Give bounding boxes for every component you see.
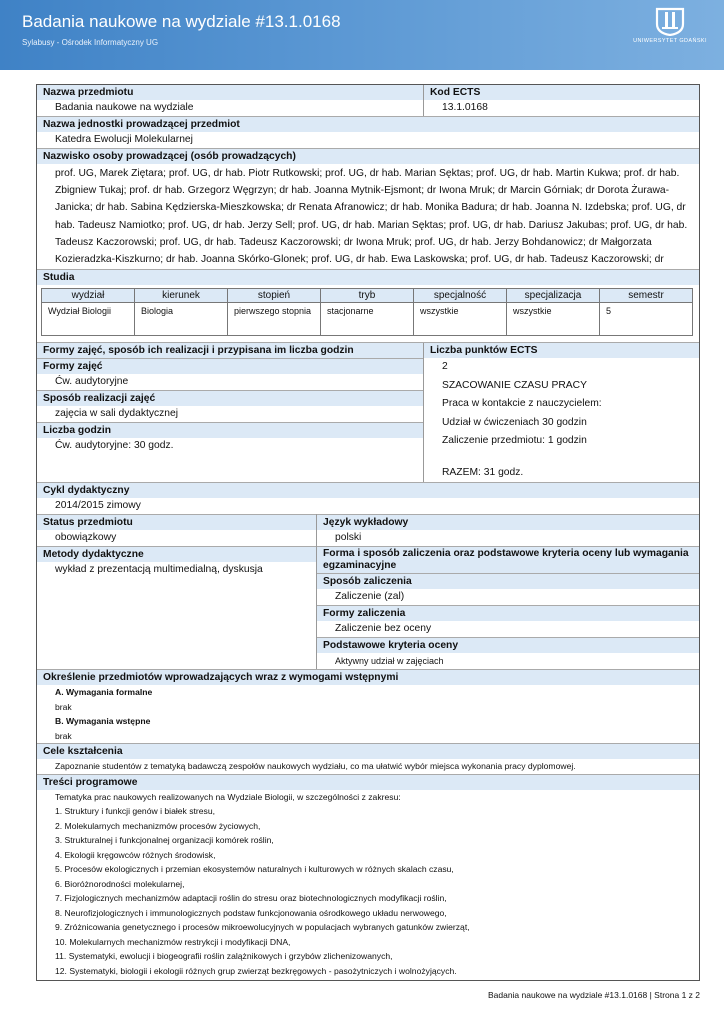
status-label: Status przedmiotu: [37, 514, 316, 530]
studia-cell: Wydział Biologii: [42, 303, 135, 336]
unit-value: Katedra Ewolucji Molekularnej: [55, 134, 193, 145]
forms-section-label: Formy zajęć, sposób ich realizacji i przypisana im liczba godzin: [37, 343, 423, 358]
workload-exercises: Udział w ćwiczeniach 30 godzin: [442, 416, 587, 428]
prerequisites-label: Określenie przedmiotów wprowadzających wraz z wymogami wstępnymi: [37, 669, 699, 685]
assessment-forms-label: Formy zaliczenia: [317, 605, 699, 621]
hours-label: Liczba godzin: [37, 422, 423, 438]
criteria-value: Aktywny udział w zajęciach: [335, 656, 444, 666]
workload-contact: Praca w kontakcie z nauczycielem:: [442, 398, 602, 409]
page-subtitle: Sylabusy - Ośrodek Informatyczny UG: [22, 38, 159, 47]
methods-label: Metody dydaktyczne: [37, 546, 316, 562]
university-logo: [626, 6, 714, 52]
status-value: obowiązkowy: [55, 532, 117, 543]
university-name: UNIWERSYTET GDAŃSKI: [633, 38, 707, 44]
studia-cell: wszystkie: [507, 303, 600, 336]
cycle-label: Cykl dydaktyczny: [37, 482, 699, 498]
forms-row: [37, 342, 699, 482]
content-item: 10. Molekularnych mechanizmów restrykcji i modyfikacji DNA,: [55, 936, 291, 947]
studia-col-header: semestr: [600, 289, 693, 303]
studia-col-header: wydział: [42, 289, 135, 303]
content-item: 2. Molekularnych mechanizmów procesów życiowych,: [55, 820, 261, 831]
studia-cell: wszystkie: [414, 303, 507, 336]
unit-label: Nazwa jednostki prowadzącej przedmiot: [37, 116, 699, 132]
content-item: 9. Zróżnicowania genetycznego i procesów mikroewolucyjnych w populacjach wybranych gatunków zwierząt,: [55, 922, 470, 932]
ects-points-label: Liczba punktów ECTS: [424, 343, 699, 358]
assessment-mode-label: Sposób zaliczenia: [317, 573, 699, 589]
lecturers-label: Nazwisko osoby prowadzącej (osób prowadzących): [37, 148, 699, 164]
content-intro: Tematyka prac naukowych realizowanych na Wydziale Biologii, w szczególności z zakresu:: [55, 791, 401, 802]
content-item: 11. Systematyki, ewolucji i biogeografii roślin zalążnikowych i grzybów zlichenizowanych,: [55, 951, 393, 961]
initial-requirements-value: brak: [55, 730, 72, 741]
ects-code-value: 13.1.0168: [442, 102, 488, 113]
syllabus-table: [36, 84, 700, 981]
course-name-row: [37, 85, 699, 116]
assessment-mode-value: Zaliczenie (zal): [335, 591, 405, 602]
methods-row: [37, 546, 699, 669]
studia-cell: pierwszego stopnia: [228, 303, 321, 336]
language-label: Język wykładowy: [317, 514, 699, 530]
forms-label: Formy zajęć: [37, 358, 423, 374]
university-crest-icon: [653, 6, 687, 36]
content-label: Treści programowe: [37, 774, 699, 790]
cycle-value: 2014/2015 zimowy: [55, 500, 141, 511]
studia-col-header: stopień: [228, 289, 321, 303]
language-value: polski: [335, 532, 362, 543]
method-value: zajęcia w sali dydaktycznej: [55, 408, 179, 419]
studia-label: Studia: [37, 269, 699, 285]
content-item: 12. Systematyki, biologii i ekologii różnych grup zwierząt bezkręgowych - pasożytniczych i wolnożyjących.: [55, 965, 457, 976]
studia-col-header: tryb: [321, 289, 414, 303]
content-item: 3. Strukturalnej i funkcjonalnej organizacji komórek roślin,: [55, 835, 274, 845]
hours-value: Ćw. audytoryjne: 30 godz.: [55, 440, 174, 451]
assessment-forms-value: Zaliczenie bez oceny: [335, 623, 432, 634]
content-item: 1. Struktury i funkcji genów i białek stresu,: [55, 806, 216, 816]
criteria-label: Podstawowe kryteria oceny: [317, 637, 699, 653]
course-name-label: Nazwa przedmiotu: [37, 85, 423, 100]
content-item: 4. Ekologii kręgowców różnych środowisk,: [55, 849, 216, 860]
workload-title: SZACOWANIE CZASU PRACY: [442, 379, 587, 391]
content-item: 5. Procesów ekologicznych i przemian ekosystemów naturalnych i kulturowych w różnych skalach czasu,: [55, 864, 454, 874]
header-banner: [0, 0, 724, 70]
content-item: 6. Bioróżnorodności molekularnej,: [55, 878, 185, 889]
table-row: [42, 303, 693, 336]
formal-requirements-label: A. Wymagania formalne: [55, 687, 153, 697]
ects-points-value: 2: [442, 361, 448, 372]
studia-col-header: specjalizacja: [507, 289, 600, 303]
goals-label: Cele kształcenia: [37, 743, 699, 759]
course-name-value: Badania naukowe na wydziale: [55, 102, 194, 113]
content-item: 7. Fizjologicznych mechanizmów adaptacji roślin do stresu oraz biotechnologicznych modyfikacji roślin,: [55, 893, 447, 903]
studia-cell: stacjonarne: [321, 303, 414, 336]
formal-requirements-value: brak: [55, 701, 72, 712]
methods-value: wykład z prezentacją multimedialną, dyskusja: [55, 564, 263, 575]
method-label: Sposób realizacji zajęć: [37, 390, 423, 406]
content-item: 8. Neurofizjologicznych i immunologicznych podstaw funkcjonowania ośrodkowego układu nerwowego,: [55, 907, 447, 918]
goals-value: Zapoznanie studentów z tematyką badawczą zespołów naukowych wydziału, co ma ułatwić wybór miejsca wykonania pracy dyplomowej.: [55, 761, 576, 771]
workload-credit: Zaliczenie przedmiotu: 1 godzin: [442, 435, 587, 446]
studia-col-header: kierunek: [135, 289, 228, 303]
page-footer: Badania naukowe na wydziale #13.1.0168 | Strona 1 z 2: [487, 990, 700, 1000]
initial-requirements-label: B. Wymagania wstępne: [55, 716, 151, 726]
page-title: Badania naukowe na wydziale #13.1.0168: [22, 12, 341, 31]
forms-value: Ćw. audytoryjne: [55, 376, 129, 387]
studia-table: [41, 288, 693, 336]
lecturers-value: prof. UG, Marek Ziętara; prof. UG, dr hab. Piotr Rutkowski; prof. UG, dr hab. Marian Sęktas; prof. UG, dr hab. Martin Kukwa; prof. dr hab. Zbigniew Tukaj; prof. dr hab. Grzegorz Węgrzyn; dr hab. Joanna Mytnik-Ejsmont; dr Iwona Mruk; dr Marcin Górniak; dr Dorota Żurawa-Janicka; dr hab. Sabina Kędzierska-Mieszkowska; dr Renata Afranowicz; dr hab. Monika Badura; dr hab. Joanna N. Izdebska; prof. UG, dr hab. Tadeusz Namiotko; prof. UG, dr hab. Jerzy Sell; prof. UG, dr hab. Marian Sęktas; prof. UG, dr hab. Dariusz Jakubas; prof. UG, dr hab. Tadeusz Kaczorowski; prof. UG, dr hab. Tadeusz Kaczorowski; dr Iwona Mruk; prof. UG, dr hab. Jerzy Bohdanowicz; dr Małgorzata Kozieradzka-Kiszkurno; dr hab. Joanna Skórko-Glonek; prof. UG, dr hab. Ewa Laskowska; prof. UG, dr hab. Tadeusz Kaczorowski; dr: [55, 168, 688, 266]
workload-total: RAZEM: 31 godz.: [442, 466, 524, 478]
studia-cell: 5: [600, 303, 693, 336]
studia-cell: Biologia: [135, 303, 228, 336]
studia-col-header: specjalność: [414, 289, 507, 303]
assessment-label: Forma i sposób zaliczenia oraz podstawowe kryteria oceny lub wymagania egzaminacyjne: [317, 546, 699, 573]
status-row: [37, 514, 699, 546]
ects-code-label: Kod ECTS: [424, 85, 699, 100]
